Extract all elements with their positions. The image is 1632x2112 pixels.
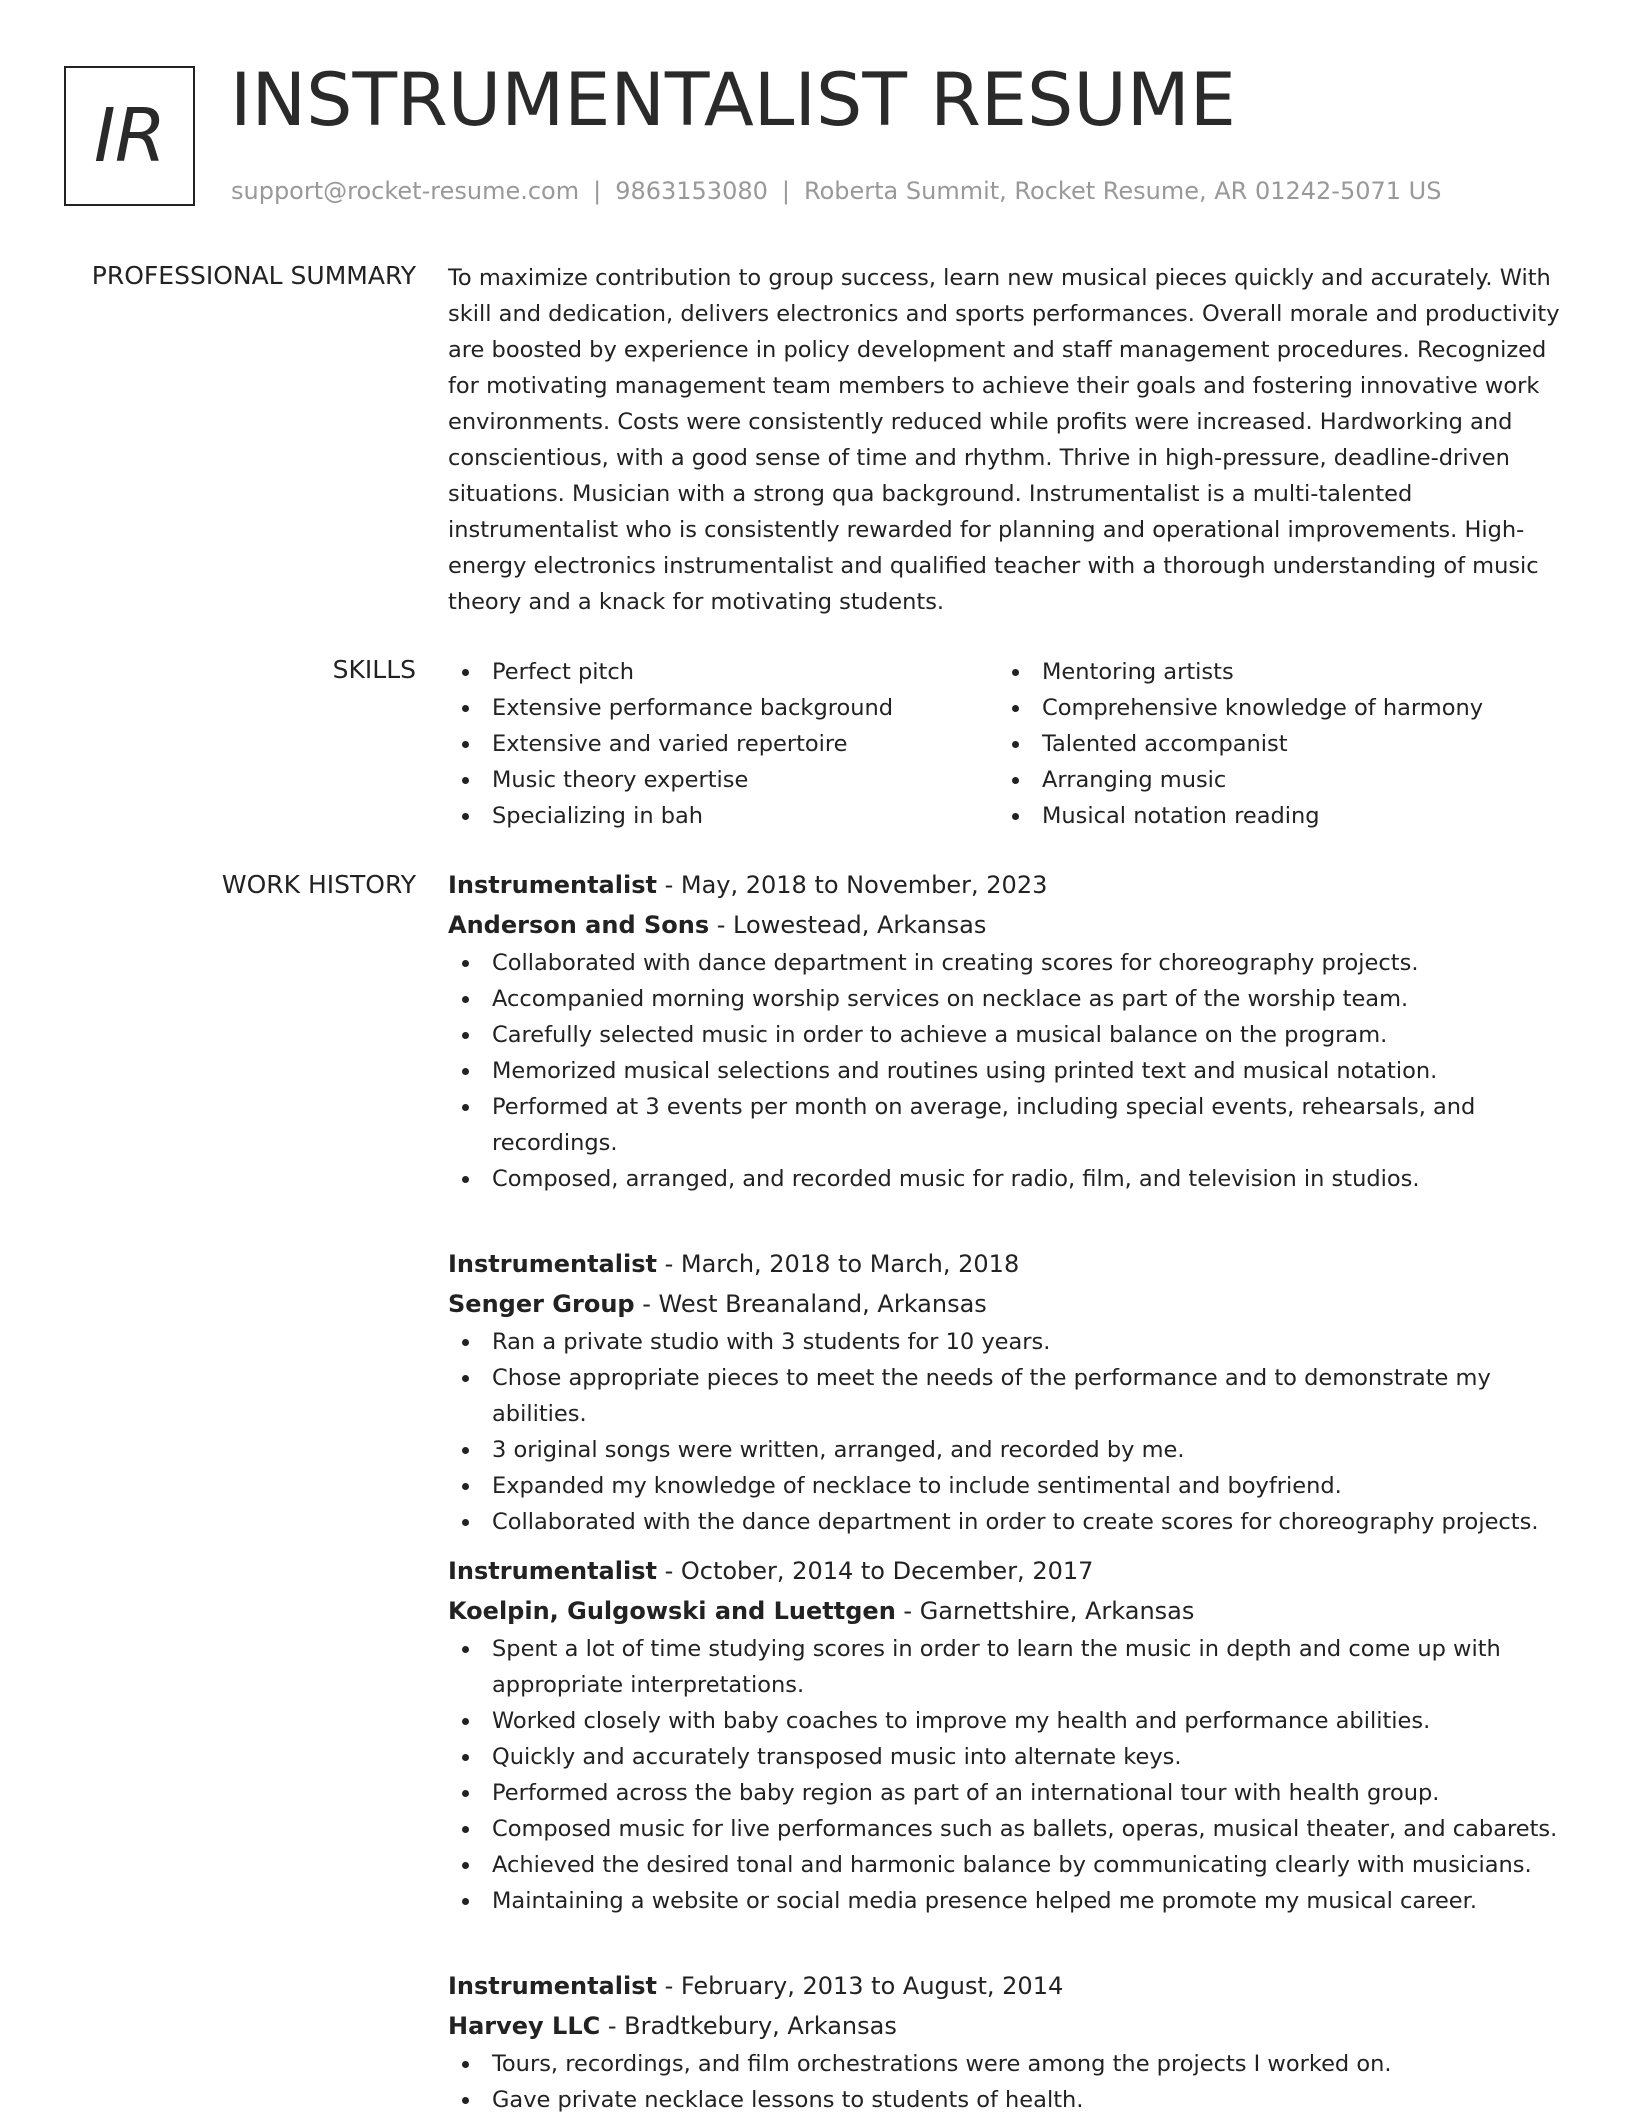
job-dates: - March, 2018 to March, 2018 [656,1250,1020,1278]
summary-text: To maximize contribution to group success, learn new musical pieces quickly and accurately. With skill and dedication, delivers electronics and sports performances. Overall morale and productivity are boosted by experience in policy development and staff management procedures. Recognized for motivating management team members to achieve their goals and fostering innovative work environments. Costs were consistently reduced while profits were increased. Hardworking and conscientious, with a good sense of time and rhythm. Thrive in high-pressure, deadline-driven situations. Musician with a strong qua background. Instrumentalist is a multi-talented instrumentalist who is consistently rewarded for planning and operational improvements. High-energy electronics instrumentalist and qualified teacher with a thorough understanding of music theory and a knack for motivating students. [448,265,1560,615]
job-duty: Worked closely with baby coaches to improve my health and performance abilities. [448,1703,1568,1739]
job-duties-list [448,945,1568,1197]
skill-item: Perfect pitch [448,654,998,690]
skill-item: Extensive and varied repertoire [448,726,998,762]
contact-line [231,174,1441,208]
job-title-line [448,865,1568,905]
skills-heading: SKILLS [332,655,416,684]
contact-phone: 9863153080 [615,177,768,205]
job-company-line [448,905,1568,945]
job-company: Anderson and Sons [448,911,710,939]
job-duty: Performed across the baby region as part of an international tour with health group. [448,1775,1568,1811]
skill-item: Music theory expertise [448,762,998,798]
skill-item: Specializing in bah [448,798,998,834]
skill-item: Talented accompanist [998,726,1548,762]
job-title: Instrumentalist [448,871,657,899]
job-dates: - October, 2014 to December, 2017 [656,1557,1094,1585]
job-duties-list [448,1324,1568,1540]
contact-address: Roberta Summit, Rocket Resume, AR 01242-5071 US [803,177,1442,205]
job-location: - Bradtkebury, Arkansas [600,2012,897,2040]
job-title-line [448,1966,1568,2006]
summary-heading: PROFESSIONAL SUMMARY [91,261,416,290]
job-company-line [448,1284,1568,1324]
skill-item: Comprehensive knowledge of harmony [998,690,1548,726]
job-duty: Performed at 3 events per month on average, including special events, rehearsals, and recordings. [448,1089,1568,1161]
resume-title: INSTRUMENTALIST RESUME [230,58,1236,143]
job-duty: Spent a lot of time studying scores in order to learn the music in depth and come up with appropriate interpretations. [448,1631,1568,1703]
job-duty: Collaborated with dance department in creating scores for choreography projects. [448,945,1568,981]
job-company: Koelpin, Gulgowski and Luettgen [448,1597,896,1625]
job-title-line [448,1551,1568,1591]
job-duty: Memorized musical selections and routines using printed text and musical notation. [448,1053,1568,1089]
contact-separator: | [593,177,602,205]
skill-item: Extensive performance background [448,690,998,726]
job-duty: Composed, arranged, and recorded music for radio, film, and television in studios. [448,1161,1568,1197]
job-company: Senger Group [448,1290,635,1318]
job-title: Instrumentalist [448,1250,657,1278]
skill-item: Mentoring artists [998,654,1548,690]
contact-separator: | [781,177,790,205]
job-duty: Chose appropriate pieces to meet the needs of the performance and to demonstrate my abilities. [448,1360,1568,1432]
job-title: Instrumentalist [448,1557,657,1585]
job-dates: - February, 2013 to August, 2014 [656,1972,1064,2000]
contact-email: support@rocket-resume.com [231,177,580,205]
skills-list-left [448,654,998,834]
work-history-heading: WORK HISTORY [221,870,416,899]
job-duty: Ran a private studio with 3 students for 10 years. [448,1324,1568,1360]
job-dates: - May, 2018 to November, 2023 [656,871,1048,899]
skill-item: Musical notation reading [998,798,1548,834]
job-duty: Carefully selected music in order to achieve a musical balance on the program. [448,1017,1568,1053]
job-duty: Quickly and accurately transposed music into alternate keys. [448,1739,1568,1775]
job-location: - Lowestead, Arkansas [709,911,987,939]
job-company-line [448,2006,1568,2046]
job-duty: Tours, recordings, and film orchestrations were among the projects I worked on. [448,2046,1568,2082]
job-company: Harvey LLC [448,2012,601,2040]
job-location: - Garnettshire, Arkansas [895,1597,1195,1625]
job-duty: Collaborated with the dance department in order to create scores for choreography projects. [448,1504,1568,1540]
job-title-line [448,1244,1568,1284]
monogram-text: IR [93,93,166,179]
job-duty: Expanded my knowledge of necklace to include sentimental and boyfriend. [448,1468,1568,1504]
skills-list-right [998,654,1548,834]
job-duty: Accompanied morning worship services on necklace as part of the worship team. [448,981,1568,1017]
skills-grid [448,654,1568,834]
job-duties-list [448,2046,1568,2112]
job-duty: 3 original songs were written, arranged, and recorded by me. [448,1432,1568,1468]
job-title: Instrumentalist [448,1972,657,2000]
job-duty: Maintaining a website or social media presence helped me promote my musical career. [448,1883,1568,1919]
monogram-logo [64,66,195,206]
job-duty: Gave private necklace lessons to students of health. [448,2082,1568,2112]
job-duty: Achieved the desired tonal and harmonic balance by communicating clearly with musicians. [448,1847,1568,1883]
job-duties-list [448,1631,1568,1919]
job-company-line [448,1591,1568,1631]
skill-item: Arranging music [998,762,1548,798]
job-duty: Composed music for live performances such as ballets, operas, musical theater, and cabarets. [448,1811,1568,1847]
job-location: - West Breanaland, Arkansas [634,1290,987,1318]
